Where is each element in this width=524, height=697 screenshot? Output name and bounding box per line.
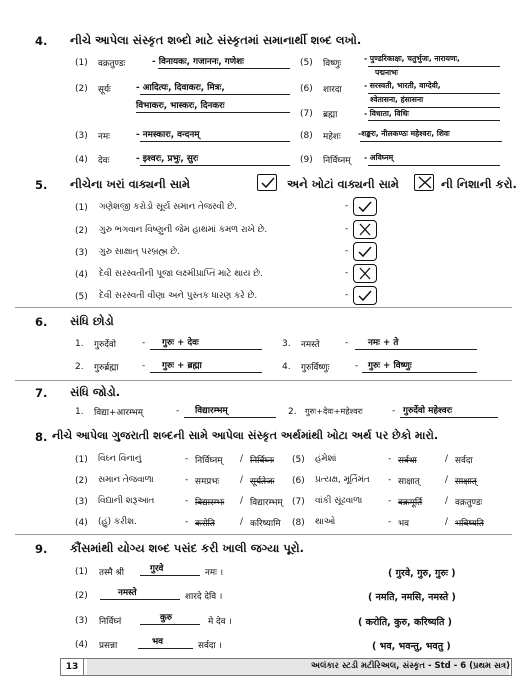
q4-word: ब्रह्मा [323, 110, 338, 120]
q6-item-number: 3. [282, 339, 291, 349]
q4-answer: - पुण्डरिकाक्षः, चतुर्भुजः, नारायणः, [364, 54, 460, 63]
q5-title-part-a: નીચેના ખરાં વાક્યની સામે [70, 177, 191, 191]
q6-word: गुरुर्देवो [94, 340, 117, 350]
q6-answer: गुरुः + ब्रह्मा [162, 361, 202, 371]
q6-word: गुरुर्विष्णुः [301, 363, 330, 373]
q4-answer-cont: श्वेतासना, हंसासना [370, 95, 424, 104]
answer-line [140, 141, 290, 142]
q7-title: સંધિ જોડો. [70, 385, 121, 399]
q8-item-number: (7) [292, 497, 305, 507]
q5-item-number: (2) [75, 226, 88, 236]
q8-item-number: (4) [75, 518, 88, 528]
answer-line [360, 141, 502, 142]
section-divider [15, 307, 512, 308]
q4-answer: - नमस्कारः, वन्दनम् [136, 130, 200, 140]
q9-post: मे देव । [208, 617, 232, 627]
q5-item-number: (4) [75, 270, 88, 280]
q5-item-number: (1) [75, 203, 88, 213]
q4-item-number: (9) [300, 155, 313, 165]
section-divider [15, 534, 512, 535]
q5-statement: ગુરુ ભગવાન વિષ્ણુની જેમ હાથમાં કમળ રાખે છે. [99, 225, 268, 235]
cross-icon [353, 220, 377, 239]
slash: / [240, 517, 243, 527]
q9-post: शारदे देवि । [185, 592, 223, 602]
check-icon [353, 197, 377, 216]
answer-line [140, 165, 290, 166]
dash: - [345, 246, 349, 256]
q9-item-number: (1) [75, 567, 88, 577]
q8-gujarati-word: પ્રત્યક્ષ, મૂર્તિમંત [315, 475, 370, 485]
q8-gujarati-word: હંમેશાં [315, 454, 337, 464]
q4-word: सूर्यः [98, 85, 111, 95]
q9-options: ( गुरवे, गुरु, गुरुः ) [388, 568, 456, 579]
answer-line [158, 68, 290, 69]
q8-item-number: (3) [75, 497, 88, 507]
slash: / [240, 496, 243, 506]
q8-option: भव [398, 519, 410, 529]
q8-option: करोति [195, 519, 215, 529]
q4-answer: - अविघ्नम् [364, 153, 394, 162]
dash: - [345, 268, 349, 278]
dash: - [355, 361, 359, 371]
q8-gujarati-word: સમાન તેજવાળા [98, 475, 154, 485]
answer-line [150, 372, 262, 373]
answer-line [368, 93, 500, 94]
q6-answer: नमः + ते [368, 338, 399, 348]
q4-word: महेशः [323, 132, 341, 142]
q4-item-number: (1) [75, 58, 88, 68]
q7-item-number: 2. [288, 407, 297, 417]
q5-statement: ગણેશજી કરોડો સૂર્ય સમાન તેજસ્વી છે. [99, 202, 237, 212]
dash: - [185, 517, 189, 527]
q8-option: वक्रमूर्ति [398, 498, 423, 508]
q6-number: 6. [35, 315, 48, 329]
answer-line [368, 107, 500, 108]
q5-number: 5. [35, 178, 48, 192]
q9-pre: प्रसन्ना [99, 641, 118, 651]
check-icon [257, 174, 277, 191]
answer-line [368, 120, 500, 121]
q4-item-number: (4) [75, 155, 88, 165]
q4-item-number: (6) [300, 84, 313, 94]
q8-option: भविष्यति [455, 519, 484, 529]
answer-line [150, 349, 262, 350]
q8-option: निर्विघ्नः [250, 456, 275, 466]
q4-answer-cont: पद्मनाभः [375, 68, 398, 77]
q5-statement: દેવી સરસ્વતી વીણા અને પુસ્તક ધારણ કરે છે. [99, 291, 258, 301]
dash: - [345, 290, 349, 300]
q6-answer: गुरुः + देवः [162, 338, 199, 348]
q7-word: विद्या+आरम्भम् [94, 408, 144, 418]
dash: - [185, 454, 189, 464]
q6-answer: गुरुः + विष्णुः [368, 361, 412, 371]
answer-line [140, 624, 200, 625]
dash: - [345, 201, 349, 211]
q9-post: नमः । [205, 568, 224, 578]
q8-option: साक्षात् [455, 477, 477, 487]
q4-item-number: (7) [300, 109, 313, 119]
q6-word: गुरुर्ब्रह्मा [94, 363, 119, 373]
q5-title-part-c: ની નિશાની કરો. [441, 177, 517, 191]
answer-line [100, 599, 180, 600]
dash: - [345, 224, 349, 234]
q4-item-number: (5) [300, 58, 313, 68]
slash: / [445, 475, 448, 485]
dash: - [388, 517, 392, 527]
q4-item-number: (8) [300, 131, 313, 141]
q9-answer: गुरवे [150, 564, 164, 574]
q4-title: નીચે આપેલા સંસ્કૃત શબ્દો માટે સંસ્કૃતમાં સમાનાર્થી શબ્દ લખો. [70, 33, 362, 47]
section-divider [15, 380, 512, 381]
q6-word: नमस्ते [301, 340, 320, 350]
q8-option: साक्षात् [398, 477, 420, 487]
q9-answer: कुरु [160, 613, 173, 623]
q9-pre: निर्विघ्नं [99, 617, 122, 627]
dash: - [142, 338, 146, 348]
slash: / [445, 454, 448, 464]
q4-word: वक्रतुण्डः [98, 59, 126, 69]
q4-word: विष्णुः [323, 59, 342, 69]
answer-line [355, 349, 477, 350]
q9-title: કૌંસમાંથી યોગ્ય શબ્દ પસંદ કરી ખાલી જગ્યા પૂરો. [70, 541, 304, 555]
q8-option: समप्रभः [195, 477, 220, 487]
cross-icon [353, 264, 377, 283]
q4-answer-cont: विभाकरः, भास्करः, दिनकरः [136, 101, 225, 111]
q4-answer: - सरस्वती, भारती, वाग्देवी, [364, 81, 441, 90]
q8-item-number: (2) [75, 476, 88, 486]
q8-item-number: (5) [292, 455, 305, 465]
q8-item-number: (8) [292, 518, 305, 528]
q8-option: सर्वदा [455, 456, 473, 466]
q8-title: નીચે આપેલા ગુજરાતી શબ્દની સામે આપેલા સંસ્કૃત અર્થમાંથી ખોટા અર્થ પર છેકો મારો. [52, 429, 439, 442]
q7-answer: विद्यारम्भम् [195, 406, 228, 416]
dash: - [388, 496, 392, 506]
q9-item-number: (3) [75, 616, 88, 626]
dash: - [388, 454, 392, 464]
q9-number: 9. [35, 542, 48, 556]
q4-word: नमः [98, 132, 110, 142]
q6-item-number: 4. [282, 362, 291, 372]
answer-line [362, 372, 477, 373]
footer-text: અલંકાર સ્ટડી મટીરિઅલ, સંસ્કૃત - Std - 6 (પ્રથમ સત્ર) [311, 661, 510, 671]
q5-item-number: (5) [75, 292, 88, 302]
q9-post: सर्वदा । [198, 641, 222, 651]
q8-gujarati-word: વાંકી સૂંઢવાળા [315, 496, 363, 506]
slash: / [240, 475, 243, 485]
q9-options: ( नमति, नमसि, नमस्ते ) [368, 592, 456, 603]
check-icon [353, 286, 377, 305]
answer-line [138, 648, 193, 649]
q4-answer: - विधाता, विधिः [364, 109, 409, 118]
q9-item-number: (4) [75, 640, 88, 650]
q8-item-number: (1) [75, 455, 88, 465]
q4-item-number: (3) [75, 131, 88, 141]
answer-line [140, 575, 200, 576]
dash: - [392, 406, 396, 416]
check-icon [353, 242, 377, 261]
dash: - [142, 361, 146, 371]
q8-option: विद्यारम्भः [195, 498, 225, 508]
q9-options: ( करोति, कुरु, करिष्यति ) [358, 617, 453, 628]
q4-answer: - आदित्यः, दिवाकरः, मित्रः, [136, 83, 225, 93]
q5-item-number: (3) [75, 248, 88, 258]
q7-word: गुरुः+देवः+महेश्वरः [305, 406, 363, 416]
answer-line [400, 417, 498, 418]
q9-options: ( भव, भवन्तु, भवतु ) [372, 641, 451, 652]
q8-option: विद्यारम्भम् [250, 498, 283, 508]
dash: - [345, 338, 349, 348]
page-footer [60, 658, 512, 676]
answer-line [184, 417, 276, 418]
q4-answer: - इश्वरः, प्रभुः, सुरः [136, 154, 199, 164]
q9-answer: नमस्ते [118, 588, 137, 598]
q4-word: निर्विघ्नम् [323, 156, 351, 166]
q4-answer: - विनायकः, गजाननः, गणेशः [152, 57, 244, 67]
q9-pre: तस्मै श्री [99, 568, 124, 578]
q5-statement: દેવી સરસ્વતીની પૂજા લક્ષ્મીપ્રાપ્તિ માટે થાય છે. [99, 269, 263, 279]
q5-statement: ગુરુ સાક્ષાત્ પરબ્રહ્મ છે. [99, 247, 180, 257]
q4-number: 4. [35, 34, 48, 48]
slash: / [240, 454, 243, 464]
q8-gujarati-word: વિઘ્ન વિનાનું [98, 454, 142, 464]
slash: / [445, 517, 448, 527]
q6-item-number: 1. [75, 339, 84, 349]
q7-number: 7. [35, 386, 48, 400]
dash: - [388, 475, 392, 485]
answer-line [136, 112, 290, 113]
q8-option: निर्विघ्नम् [195, 456, 223, 466]
dash: - [185, 496, 189, 506]
q6-item-number: 2. [75, 362, 84, 372]
q8-gujarati-word: થાઓ [315, 517, 336, 527]
q8-number: 8. [35, 430, 48, 444]
q9-answer: भव [152, 637, 164, 647]
q4-item-number: (2) [75, 84, 88, 94]
q5-title-part-b: અને ખોટાં વાક્યની સામે [287, 177, 399, 191]
q7-answer: गुरुर्देवो महेश्वरः [403, 406, 453, 416]
q9-item-number: (2) [75, 591, 88, 601]
q8-gujarati-word: (હું) કરીશ. [98, 517, 137, 527]
q4-answer: -शङ्करः, नीलकण्ठः महेश्वरः, शिवः [358, 129, 450, 138]
slash: / [445, 496, 448, 506]
q8-item-number: (6) [292, 476, 305, 486]
answer-line [368, 66, 500, 67]
q4-word: देवः [98, 156, 110, 166]
answer-line [368, 165, 500, 166]
page-number: 13 [61, 659, 84, 675]
q6-title: સંધિ છોડો [70, 314, 114, 328]
q8-option: वक्रतुण्डः [455, 498, 483, 508]
q8-gujarati-word: વિદ્યાની શરૂઆત [98, 496, 155, 506]
q8-option: करिष्यामि [250, 519, 281, 529]
dash: - [176, 406, 180, 416]
answer-line [140, 94, 290, 95]
cross-icon [414, 174, 434, 191]
dash: - [185, 475, 189, 485]
q8-option: सर्वथा [398, 456, 417, 466]
q8-option: सूर्यतेजः [250, 477, 275, 487]
q4-word: शारदा [323, 85, 342, 95]
q7-item-number: 1. [75, 407, 84, 417]
